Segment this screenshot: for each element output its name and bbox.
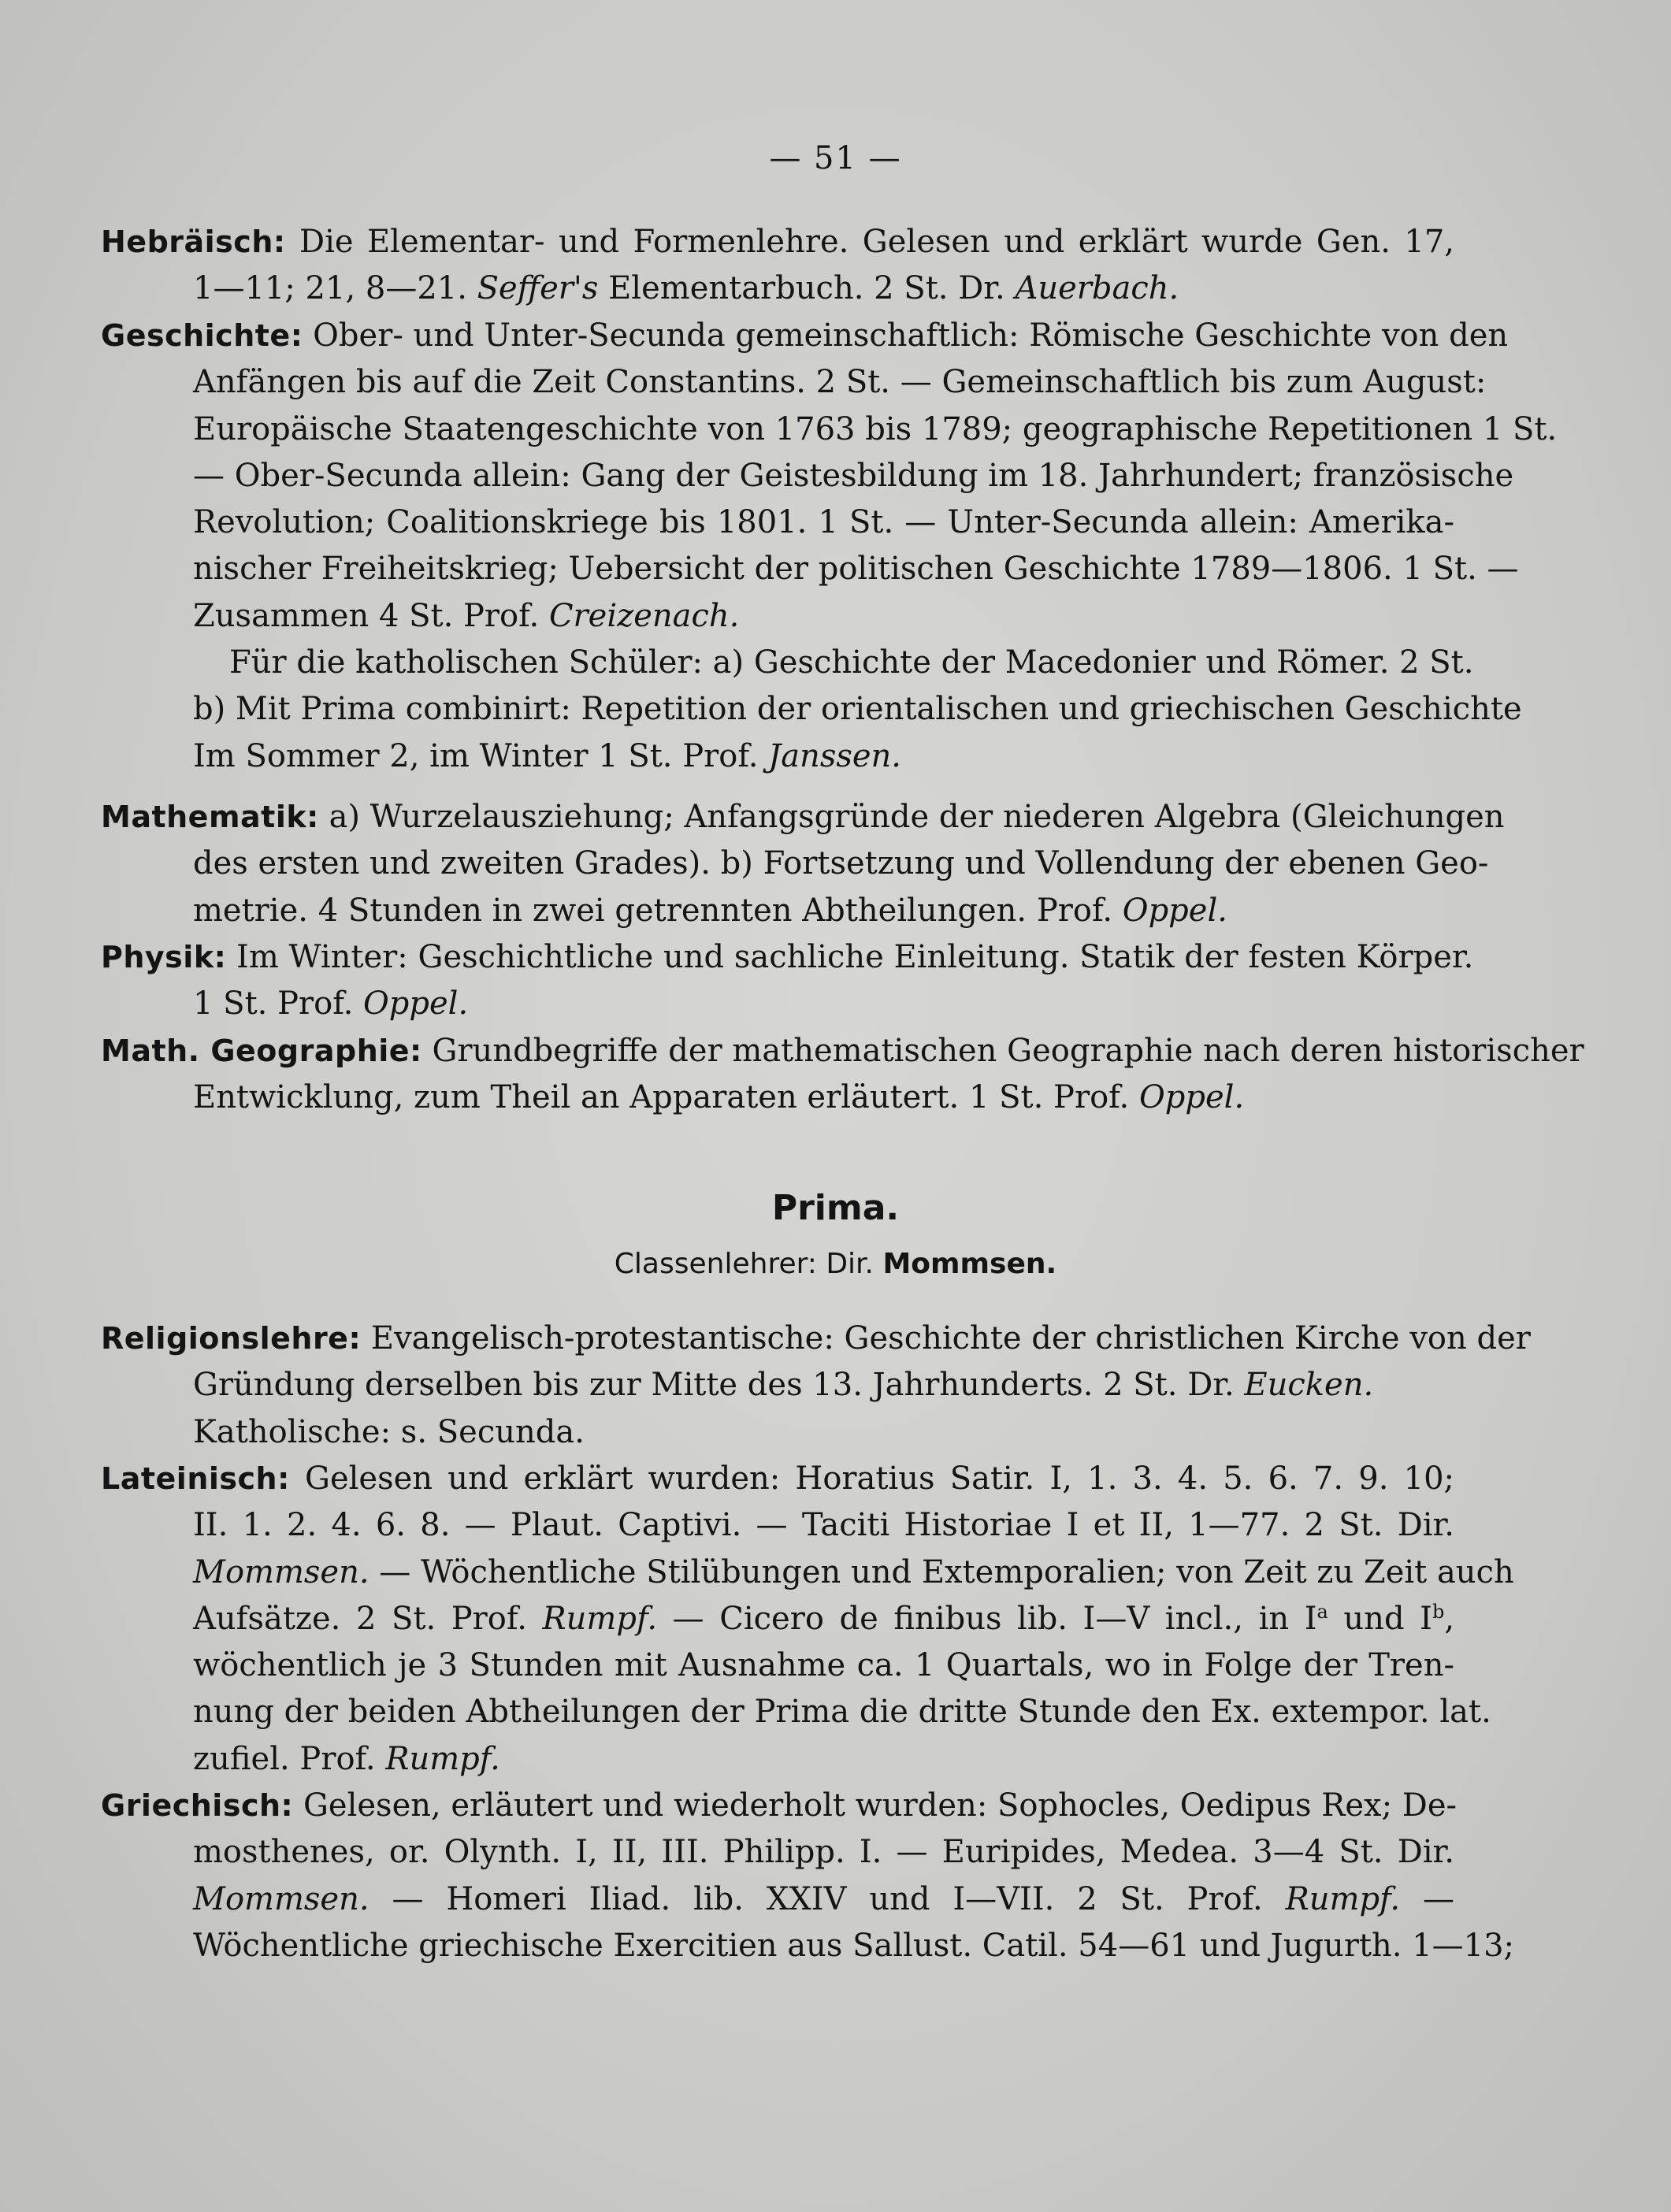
section-geschichte: Geschichte: Ober- und Unter-Secunda gemeinschaftlich: Römische Geschichte von den Anfängen bis auf die Zeit Constantins. 2 St. — Gemeinschaftlich bis zum August: Europäische Staatengeschichte von 1763 bis 1789; geographische Repetitionen 1 St. — Ober-Secunda allein: Gang der Geistesbildung im 18. Jahrhundert; französische Revolution; Coalitionskriege bis 1801. 1 St. — Unter-Secunda allein: Amerika- nischer Freiheitskrieg; Uebersicht der politischen Geschichte 1789—1806. 1 St. — Zusammen 4 St. Prof. Creizenach. Für die katholischen Schüler: a) Geschichte der Macedonier und Römer. 2 St. b) Mit Prima combinirt: Repetition der orientalischen und griechischen Geschichte Im Sommer 2, im Winter 1 St. Prof. Janssen. xyxy=(101,317,1558,774)
subject-heading: Geschichte: xyxy=(101,318,303,353)
class-teacher-line: Classenlehrer: Dir. Mommsen. xyxy=(614,1248,1057,1280)
teacher-name: Mommsen. xyxy=(193,1880,369,1917)
subject-heading: Lateinisch: xyxy=(101,1461,290,1496)
teacher-name: Rumpf. xyxy=(542,1600,658,1637)
subject-heading: Physik: xyxy=(101,940,227,974)
subject-heading: Religionslehre: xyxy=(101,1321,362,1356)
subject-heading: Mathematik: xyxy=(101,800,319,834)
section-physik: Physik: Im Winter: Geschichtliche und sachliche Einleitung. Statik der festen Körper. 1 St. Prof. Oppel. xyxy=(101,939,1474,1022)
teacher-name: Oppel. xyxy=(1122,892,1227,929)
section-geographie: Math. Geographie: Grundbegriffe der mathematischen Geographie nach deren historischer Entwicklung, zum Theil an Apparaten erläutert. 1 St. Prof. Oppel. xyxy=(101,1033,1584,1116)
teacher-name: Mommsen. xyxy=(193,1553,369,1590)
class-teacher-name: Mommsen. xyxy=(882,1248,1057,1280)
section-latein: Lateinisch: Gelesen und erklärt wurden: Horatius Satir. I, 1. 3. 4. 5. 6. 7. 9. 10; II. 1. 2. 4. 6. 8. — Plaut. Captivi. — Taciti Historiae I et II, 1—77. 2 St. Dir. Mommsen. — Wöchentliche Stilübungen und Extemporalien; von Zeit zu Zeit auch Aufsätze. 2 St. Prof. Rumpf. — Cicero de finibus lib. I—V incl., in $I^a$ und $I^b$, wöchentlich je 3 Stunden mit Ausnahme ca. 1 Quartals, wo in Folge der Tren- nung der beiden Abtheilungen der Prima die dritte Stunde den Ex. extempor. lat. zufiel. Prof. Rumpf. xyxy=(101,1460,1514,1777)
teacher-name: Oppel. xyxy=(363,985,469,1022)
class-heading: Prima. xyxy=(771,1188,900,1228)
section-religion: Religionslehre: Evangelisch-protestantische: Geschichte der christlichen Kirche von der Gründung derselben bis zur Mitte des 13. Jahrhunderts. 2 St. Dr. Eucken. Katholische: s. Secunda. xyxy=(101,1320,1531,1450)
teacher-name: Auerbach. xyxy=(1015,270,1179,307)
teacher-name: Rumpf. xyxy=(1285,1880,1401,1917)
page-number: — 51 — xyxy=(769,140,902,176)
subject-heading: Math. Geographie: xyxy=(101,1034,422,1068)
subject-heading: Hebräisch: xyxy=(101,225,286,259)
section-griechisch: Griechisch: Gelesen, erläutert und wiederholt wurden: Sophocles, Oedipus Rex; De- mosthenes, or. Olynth. I, II, III. Philipp. I. — Euripides, Medea. 3—4 St. Dir. Mommsen. — Homeri Iliad. lib. XXIV und I—VII. 2 St. Prof. Rumpf. — Wöchentliche griechische Exercitien aus Sallust. Catil. 54—61 und Jugurth. 1—13; xyxy=(101,1787,1515,1964)
teacher-name: Janssen. xyxy=(768,737,902,774)
subject-heading: Griechisch: xyxy=(101,1788,294,1823)
teacher-name: Eucken. xyxy=(1244,1367,1374,1404)
teacher-name: Creizenach. xyxy=(548,597,740,634)
teacher-name: Rumpf. xyxy=(385,1740,500,1777)
section-mathematik: Mathematik: a) Wurzelausziehung; Anfangsgründe der niederen Algebra (Gleichungen des ersten und zweiten Grades). b) Fortsetzung und Vollendung der ebenen Geo- metrie. 4 Stunden in zwei getrennten Abtheilungen. Prof. Oppel. xyxy=(101,799,1505,929)
section-hebraeisch: Hebräisch: Die Elementar- und Formenlehre. Gelesen und erklärt wurde Gen. 17, 1—11; 21, 8—21. Seffer's Elementarbuch. 2 St. Dr. Auerbach. xyxy=(101,224,1454,307)
teacher-name: Oppel. xyxy=(1138,1079,1245,1116)
